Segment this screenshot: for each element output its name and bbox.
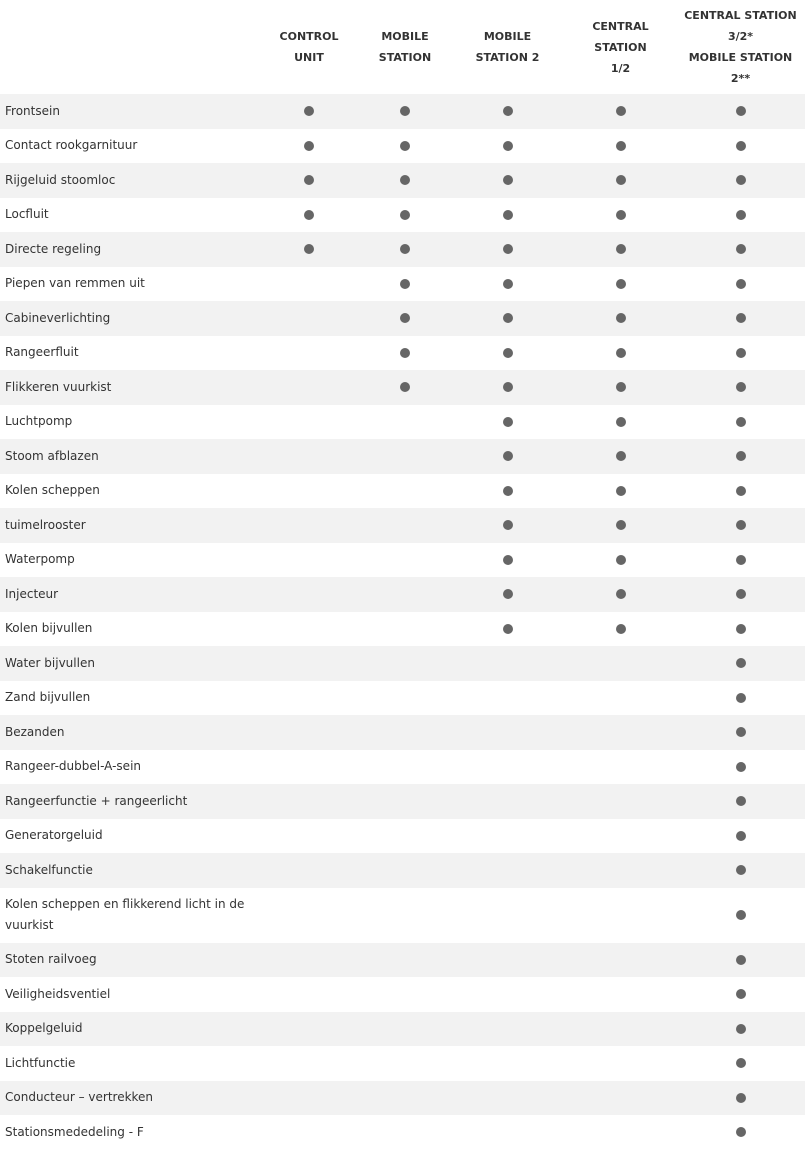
supported-dot-icon [736,486,746,496]
support-cell [676,439,805,474]
support-cell [450,474,565,509]
table-row [0,336,805,371]
support-cell [676,543,805,578]
support-cell [258,508,360,543]
support-cell [450,267,565,302]
supported-dot-icon [736,106,746,116]
support-cell [450,336,565,371]
support-cell [258,1012,360,1047]
support-cell [360,336,450,371]
support-cell [450,681,565,716]
supported-dot-icon [304,210,314,220]
table-row [0,94,805,129]
support-cell [565,715,676,750]
supported-dot-icon [400,313,410,323]
function-label: Kolen scheppen [5,483,100,498]
support-cell [676,1081,805,1116]
support-cell [450,94,565,129]
supported-dot-icon [616,279,626,289]
table-row [0,1046,805,1081]
function-label: Piepen van remmen uit [5,276,145,291]
supported-dot-icon [616,244,626,254]
support-cell [565,888,676,943]
supported-dot-icon [400,141,410,151]
supported-dot-icon [736,955,746,965]
support-cell [565,543,676,578]
support-cell [676,94,805,129]
table-row [0,853,805,888]
support-cell [258,784,360,819]
support-cell [258,681,360,716]
supported-dot-icon [503,520,513,530]
support-cell [676,577,805,612]
support-cell [450,646,565,681]
support-cell [360,750,450,785]
table-row [0,543,805,578]
support-cell [676,646,805,681]
support-cell [676,163,805,198]
table-row [0,1012,805,1047]
support-cell [676,405,805,440]
supported-dot-icon [616,555,626,565]
supported-dot-icon [304,244,314,254]
support-cell [565,405,676,440]
support-cell [565,198,676,233]
support-cell [676,474,805,509]
function-label: Contact rookgarnituur [5,138,138,153]
supported-dot-icon [736,244,746,254]
support-cell [676,681,805,716]
table-row [0,439,805,474]
table-row [0,508,805,543]
table-row [0,163,805,198]
support-cell [565,1081,676,1116]
header-row [0,0,805,94]
supported-dot-icon [736,727,746,737]
function-label: Stationsmededeling - F [5,1124,144,1139]
supported-dot-icon [400,348,410,358]
support-cell [565,232,676,267]
supported-dot-icon [400,279,410,289]
supported-dot-icon [736,1024,746,1034]
support-cell [565,370,676,405]
support-cell [676,1012,805,1047]
support-cell [360,267,450,302]
support-cell [360,612,450,647]
table-row [0,646,805,681]
support-cell [258,267,360,302]
support-cell [565,681,676,716]
supported-dot-icon [736,1058,746,1068]
support-cell [676,198,805,233]
support-cell [450,888,565,943]
support-cell [258,646,360,681]
support-cell [450,1081,565,1116]
supported-dot-icon [503,589,513,599]
supported-dot-icon [736,141,746,151]
supported-dot-icon [616,624,626,634]
support-cell [676,853,805,888]
function-label: Kolen bijvullen [5,621,93,636]
support-cell [565,577,676,612]
supported-dot-icon [736,910,746,920]
support-cell [258,819,360,854]
support-cell [676,1046,805,1081]
support-cell [565,94,676,129]
support-cell [565,943,676,978]
support-cell [360,1081,450,1116]
column-header: CONTROL UNIT [279,30,339,64]
support-cell [258,405,360,440]
function-label: Stoom afblazen [5,448,99,463]
support-cell [565,474,676,509]
supported-dot-icon [736,451,746,461]
supported-dot-icon [736,865,746,875]
support-cell [258,301,360,336]
support-cell [258,129,360,164]
function-label: Generatorgeluid [5,828,103,843]
supported-dot-icon [503,555,513,565]
supported-dot-icon [736,555,746,565]
support-cell [258,612,360,647]
support-cell [360,94,450,129]
support-cell [360,543,450,578]
support-cell [360,1115,450,1150]
supported-dot-icon [400,106,410,116]
support-cell [676,819,805,854]
table-row [0,405,805,440]
function-label: Schakelfunctie [5,862,93,877]
support-cell [565,267,676,302]
support-cell [676,943,805,978]
support-cell [360,819,450,854]
support-cell [450,943,565,978]
support-cell [450,819,565,854]
support-cell [360,681,450,716]
supported-dot-icon [400,244,410,254]
function-label: Veiligheidsventiel [5,986,111,1001]
supported-dot-icon [736,210,746,220]
support-cell [450,612,565,647]
support-cell [450,198,565,233]
support-cell [360,1012,450,1047]
support-cell [258,977,360,1012]
function-label: Kolen scheppen en flikkerend licht in de vuurkist [5,897,245,932]
function-label: Locfluit [5,207,49,222]
supported-dot-icon [616,175,626,185]
support-cell [258,543,360,578]
support-cell [565,646,676,681]
supported-dot-icon [304,106,314,116]
table-row [0,198,805,233]
support-cell [258,853,360,888]
support-cell [258,232,360,267]
supported-dot-icon [503,244,513,254]
supported-dot-icon [400,382,410,392]
support-cell [360,943,450,978]
supported-dot-icon [503,624,513,634]
supported-dot-icon [616,520,626,530]
support-cell [565,439,676,474]
support-cell [676,888,805,943]
support-cell [676,301,805,336]
supported-dot-icon [736,658,746,668]
support-cell [450,715,565,750]
function-label: Zand bijvullen [5,690,91,705]
table-row [0,474,805,509]
support-cell [565,612,676,647]
supported-dot-icon [736,589,746,599]
function-label: Luchtpomp [5,414,73,429]
supported-dot-icon [503,106,513,116]
support-cell [360,577,450,612]
supported-dot-icon [503,279,513,289]
supported-dot-icon [616,141,626,151]
table-row [0,681,805,716]
support-cell [565,853,676,888]
table-row [0,1081,805,1116]
supported-dot-icon [736,279,746,289]
supported-dot-icon [400,210,410,220]
support-cell [565,819,676,854]
support-cell [450,232,565,267]
supported-dot-icon [616,348,626,358]
column-header: MOBILE STATION [378,30,432,64]
support-cell [258,439,360,474]
support-cell [258,1115,360,1150]
table-row [0,750,805,785]
support-cell [676,784,805,819]
support-cell [360,715,450,750]
support-cell [565,750,676,785]
support-cell [258,888,360,943]
column-header: MOBILE STATION 2 [475,30,540,64]
support-cell [360,198,450,233]
supported-dot-icon [503,417,513,427]
table-row [0,1115,805,1150]
supported-dot-icon [736,417,746,427]
support-cell [360,439,450,474]
support-cell [565,1046,676,1081]
supported-dot-icon [616,417,626,427]
table-header [0,0,805,94]
support-cell [258,577,360,612]
support-cell [360,888,450,943]
support-cell [565,784,676,819]
support-cell [258,715,360,750]
table-row [0,784,805,819]
support-cell [258,370,360,405]
supported-dot-icon [736,989,746,999]
supported-dot-icon [503,313,513,323]
support-cell [676,232,805,267]
table-row [0,267,805,302]
support-cell [450,853,565,888]
support-cell [450,370,565,405]
support-cell [450,577,565,612]
support-cell [360,474,450,509]
table-row [0,819,805,854]
support-cell [565,977,676,1012]
support-cell [565,163,676,198]
support-cell [565,1115,676,1150]
support-cell [676,508,805,543]
table-row [0,370,805,405]
supported-dot-icon [736,624,746,634]
support-cell [450,163,565,198]
support-cell [258,163,360,198]
function-label: Koppelgeluid [5,1021,83,1036]
column-header: CENTRAL STATION 3/2* MOBILE STATION 2** [684,9,797,85]
supported-dot-icon [400,175,410,185]
function-label: Frontsein [5,103,60,118]
support-cell [565,129,676,164]
supported-dot-icon [736,382,746,392]
table-row [0,301,805,336]
table-row [0,943,805,978]
table-body [0,94,805,1150]
supported-dot-icon [736,1093,746,1103]
support-cell [450,750,565,785]
support-cell [450,439,565,474]
function-label: Rangeerfunctie + rangeerlicht [5,793,188,808]
support-cell [565,336,676,371]
support-cell [360,163,450,198]
supported-dot-icon [616,210,626,220]
supported-dot-icon [736,520,746,530]
support-cell [360,508,450,543]
supported-dot-icon [503,486,513,496]
support-cell [360,977,450,1012]
supported-dot-icon [503,451,513,461]
supported-dot-icon [736,313,746,323]
support-cell [565,1012,676,1047]
function-label: tuimelrooster [5,517,86,532]
supported-dot-icon [736,693,746,703]
support-cell [676,715,805,750]
table-row [0,612,805,647]
table-row [0,715,805,750]
support-cell [450,1115,565,1150]
support-cell [360,646,450,681]
function-label: Water bijvullen [5,655,95,670]
support-cell [258,94,360,129]
supported-dot-icon [503,348,513,358]
support-cell [258,1081,360,1116]
support-cell [450,543,565,578]
table-row [0,232,805,267]
support-cell [450,405,565,440]
support-cell [676,129,805,164]
supported-dot-icon [616,589,626,599]
function-label: Waterpomp [5,552,75,567]
supported-dot-icon [304,175,314,185]
support-cell [360,232,450,267]
supported-dot-icon [616,313,626,323]
supported-dot-icon [736,1127,746,1137]
support-cell [258,943,360,978]
supported-dot-icon [616,106,626,116]
table-row [0,977,805,1012]
support-cell [676,267,805,302]
supported-dot-icon [616,382,626,392]
support-cell [565,508,676,543]
support-cell [450,301,565,336]
supported-dot-icon [503,141,513,151]
support-cell [676,612,805,647]
column-header: CENTRAL STATION 1/2 [592,19,649,75]
supported-dot-icon [736,796,746,806]
support-cell [676,750,805,785]
support-cell [258,750,360,785]
support-cell [565,301,676,336]
support-cell [360,129,450,164]
header-cell-empty [0,0,258,94]
support-cell [450,129,565,164]
supported-dot-icon [304,141,314,151]
support-cell [676,336,805,371]
supported-dot-icon [616,451,626,461]
function-label: Rangeerfluit [5,345,79,360]
support-cell [360,370,450,405]
support-cell [450,784,565,819]
table-row [0,129,805,164]
function-label: Cabineverlichting [5,310,111,325]
support-cell [450,977,565,1012]
supported-dot-icon [503,382,513,392]
function-label: Bezanden [5,724,65,739]
support-cell [676,1115,805,1150]
table-row [0,577,805,612]
support-cell [258,336,360,371]
support-cell [258,1046,360,1081]
function-label: Rijgeluid stoomloc [5,172,116,187]
support-cell [258,198,360,233]
support-cell [360,301,450,336]
table-row [0,888,805,943]
support-cell [360,853,450,888]
support-cell [676,977,805,1012]
support-cell [258,474,360,509]
function-label: Lichtfunctie [5,1055,76,1070]
support-cell [450,508,565,543]
support-cell [360,1046,450,1081]
supported-dot-icon [736,348,746,358]
support-cell [360,405,450,440]
support-cell [450,1046,565,1081]
supported-dot-icon [616,486,626,496]
function-label: Flikkeren vuurkist [5,379,112,394]
support-cell [450,1012,565,1047]
support-cell [676,370,805,405]
supported-dot-icon [503,210,513,220]
function-label: Conducteur – vertrekken [5,1090,154,1105]
function-label: Rangeer-dubbel-A-sein [5,759,142,774]
function-label: Directe regeling [5,241,102,256]
supported-dot-icon [736,831,746,841]
supported-dot-icon [736,762,746,772]
supported-dot-icon [736,175,746,185]
function-label: Injecteur [5,586,59,601]
function-label: Stoten railvoeg [5,952,97,967]
support-cell [360,784,450,819]
supported-dot-icon [503,175,513,185]
